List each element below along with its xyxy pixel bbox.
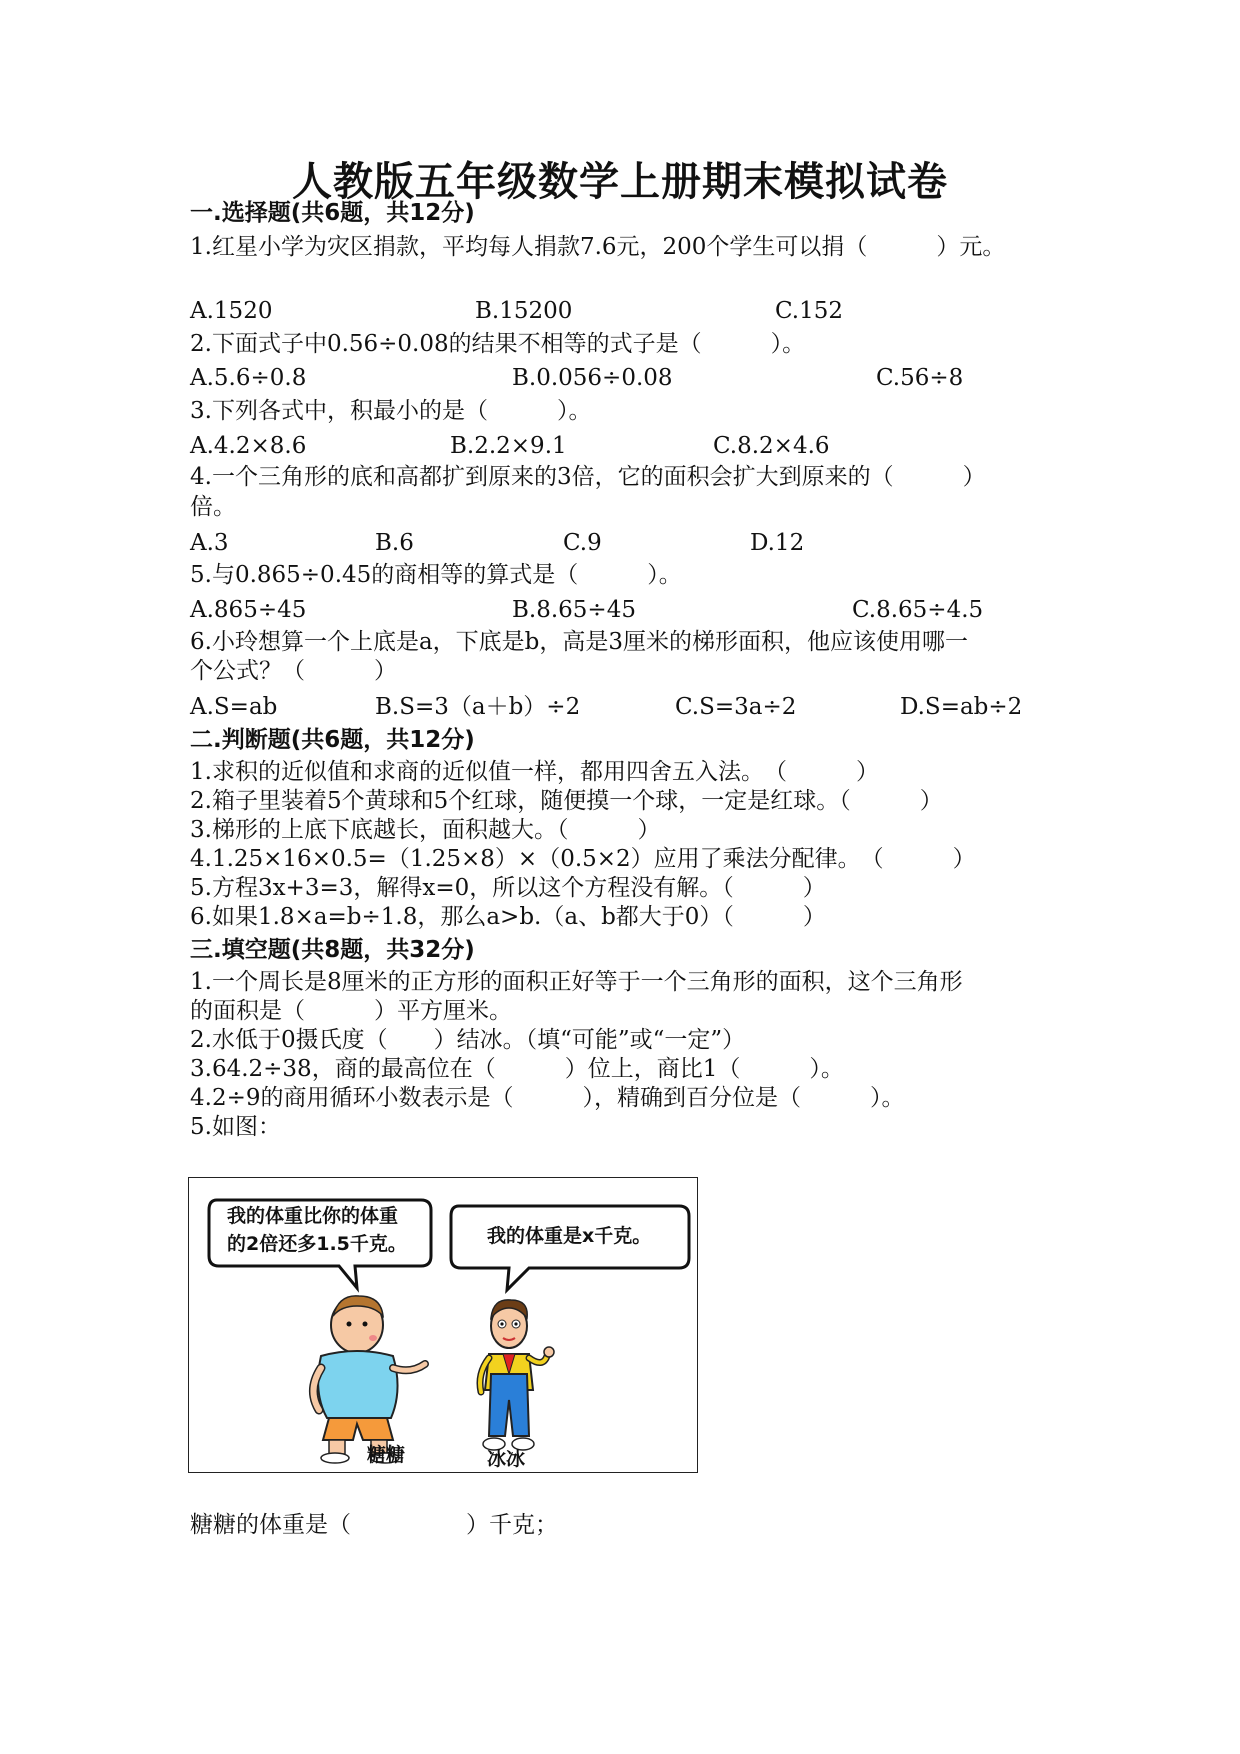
section-title-fill: 三.填空题(共8题，共32分) xyxy=(190,937,475,963)
question-text: 5.如图： xyxy=(190,1114,281,1140)
question-text: 6.小玲想算一个上底是a，下底是b，高是3厘米的梯形面积，他应该使用哪一 xyxy=(190,629,969,655)
bubble-right-text: 我的体重是x千克。 xyxy=(487,1225,652,1247)
option: C.S=3a÷2 xyxy=(675,694,797,720)
cartoon-figure xyxy=(188,1177,698,1473)
section-title-judge: 二.判断题(共6题，共12分) xyxy=(190,727,475,753)
bubble-left-line2: 的2倍还多1.5千克。 xyxy=(227,1233,407,1255)
question-text: 4.1.25×16×0.5=（1.25×8）×（0.5×2）应用了乘法分配律。 （ ） xyxy=(190,846,976,872)
question-text: 6.如果1.8×a=b÷1.8，那么a>b.（a、b都大于0）（ ） xyxy=(190,904,826,930)
bubble-left-line1: 我的体重比你的体重 xyxy=(227,1205,399,1227)
option: B.0.056÷0.08 xyxy=(512,365,673,391)
question-text: 4.一个三角形的底和高都扩到原来的3倍，它的面积会扩大到原来的（ ） xyxy=(190,464,986,490)
option: A.S=ab xyxy=(190,694,278,720)
option: C.9 xyxy=(563,530,602,556)
question-text: 2.水低于0摄氏度（ ）结冰。（填“可能”或“一定”） xyxy=(190,1027,746,1053)
page-title: 人教版五年级数学上册期末模拟试卷 xyxy=(292,158,948,205)
question-text: 1.一个周长是8厘米的正方形的面积正好等于一个三角形的面积，这个三角形 xyxy=(190,969,963,995)
question-text: 5.方程3x+3=3，解得x=0，所以这个方程没有解。（ ） xyxy=(190,875,826,901)
option: B.8.65÷45 xyxy=(512,597,636,623)
option: D.S=ab÷2 xyxy=(900,694,1023,720)
option: C.8.2×4.6 xyxy=(713,433,830,459)
question-text: 糖糖的体重是（ ）千克； xyxy=(190,1512,558,1538)
option: D.12 xyxy=(750,530,805,556)
question-text: 2.下面式子中0.56÷0.08的结果不相等的式子是（ ）。 xyxy=(190,331,806,357)
question-text-continued: 的面积是（ ）平方厘米。 xyxy=(190,998,512,1024)
question-text: 5.与0.865÷0.45的商相等的算式是（ ）。 xyxy=(190,562,682,588)
option: B.S=3（a＋b）÷2 xyxy=(375,694,581,720)
option: A.1520 xyxy=(190,298,273,324)
section-title-choice: 一.选择题(共6题，共12分) xyxy=(190,200,475,226)
question-text: 3.64.2÷38，商的最高位在（ ）位上，商比1（ ）。 xyxy=(190,1056,844,1082)
question-text: 1.红星小学为灾区捐款，平均每人捐款7.6元，200个学生可以捐（ ）元。 xyxy=(190,234,1006,260)
option: C.8.65÷4.5 xyxy=(852,597,984,623)
option: A.865÷45 xyxy=(190,597,307,623)
option: A.4.2×8.6 xyxy=(190,433,307,459)
option: B.2.2×9.1 xyxy=(450,433,567,459)
question-text-continued: 倍。 xyxy=(190,494,236,520)
question-text-continued: 个公式？（ ） xyxy=(190,658,397,684)
slim-boy-figure xyxy=(480,1300,554,1450)
chubby-boy-figure xyxy=(313,1296,425,1463)
option: C.152 xyxy=(775,298,843,324)
question-text: 2.箱子里装着5个黄球和5个红球，随便摸一个球，一定是红球。（ ） xyxy=(190,788,943,814)
name-label-left: 糖糖 xyxy=(367,1444,406,1466)
option: A.3 xyxy=(190,530,229,556)
option: C.56÷8 xyxy=(876,365,964,391)
name-label-right: 冰冰 xyxy=(487,1448,526,1470)
question-text: 3.梯形的上底下底越长，面积越大。（ ） xyxy=(190,817,661,843)
option: B.6 xyxy=(375,530,414,556)
question-text: 4.2÷9的商用循环小数表示是（ ），精确到百分位是（ ）。 xyxy=(190,1085,905,1111)
option: B.15200 xyxy=(475,298,573,324)
option: A.5.6÷0.8 xyxy=(190,365,307,391)
question-text: 3.下列各式中，积最小的是（ ）。 xyxy=(190,398,592,424)
question-text: 1.求积的近似值和求商的近似值一样，都用四舍五入法。 （ ） xyxy=(190,759,879,785)
